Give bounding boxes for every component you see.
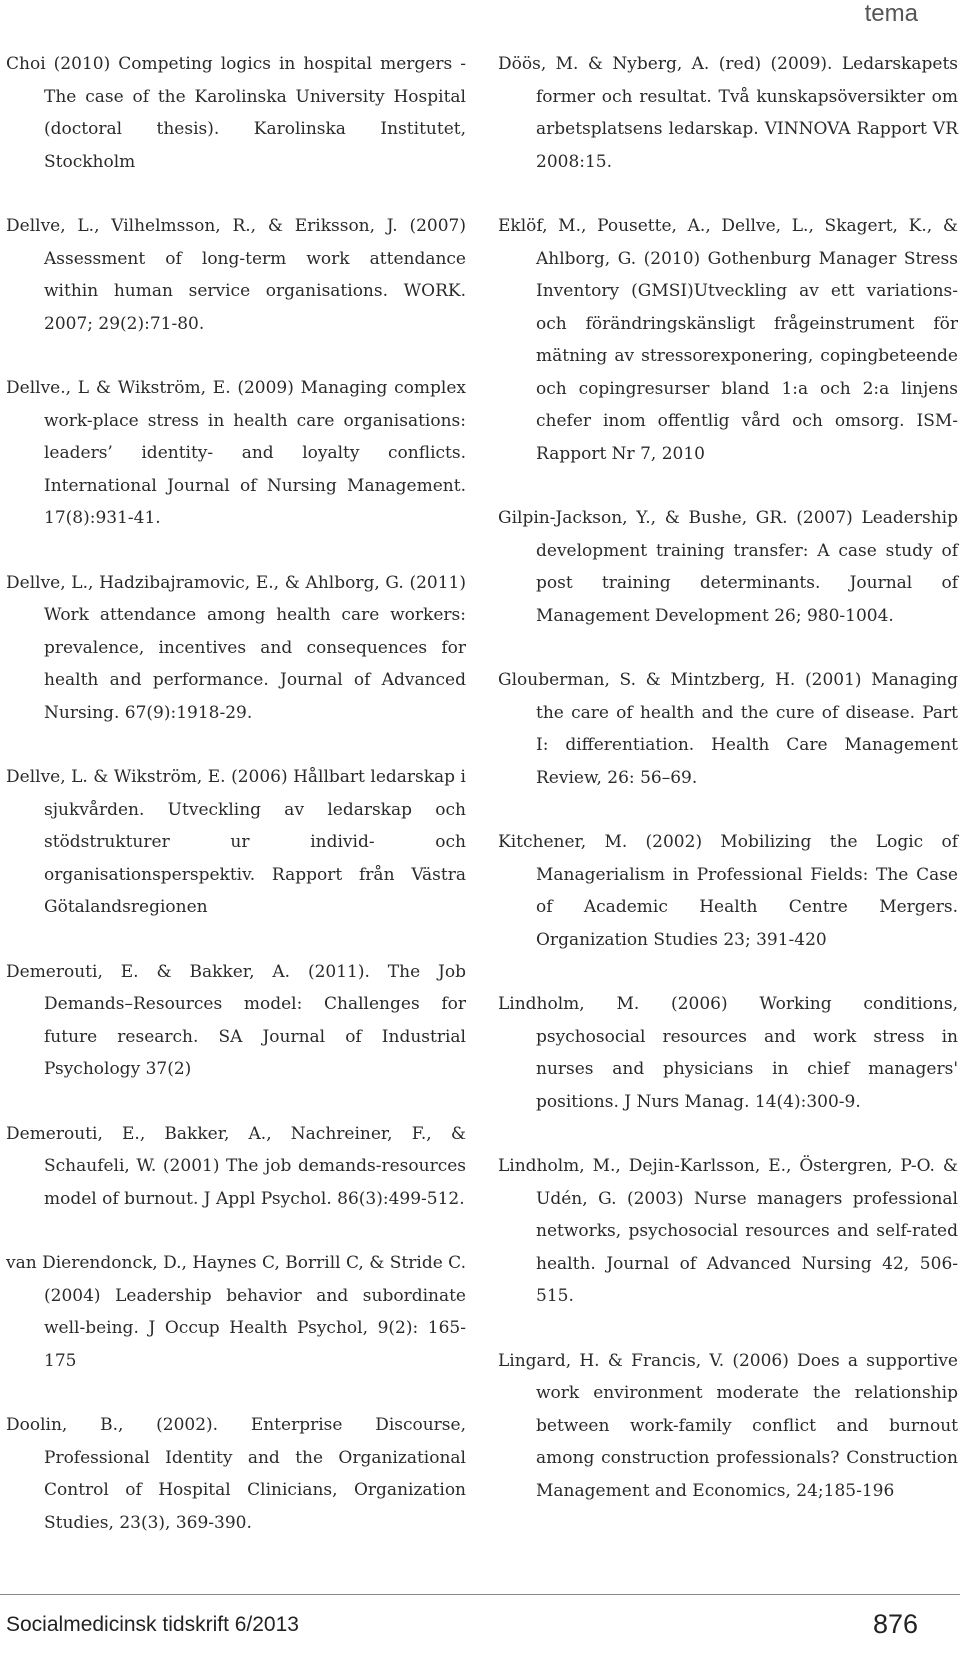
reference-entry: Choi (2010) Competing logics in hospital mergers - The case of the Karolinska University Hospital (doctoral thesis). Karolinska Institutet, Stockholm	[6, 54, 466, 172]
reference-entry: van Dierendonck, D., Haynes C, Borrill C, & Stride C. (2004) Leadership behavior and subordinate well-being. J Occup Health Psychol, 9(2): 165-175	[6, 1253, 466, 1371]
reference-entry: Dellve., L & Wikström, E. (2009) Managing complex work-place stress in health care organisations: leaders’ identity- and loyalty conflicts. International Journal of Nursing Management. 17(8):931-41.	[6, 378, 466, 528]
reference-entry: Dellve, L., Hadzibajramovic, E., & Ahlborg, G. (2011) Work attendance among health care workers: prevalence, incentives and consequences for health and performance. Journal of Advanced Nursing. 67(9):1918-29.	[6, 572, 466, 723]
reference-entry: Döös, M. & Nyberg, A. (red) (2009). Ledarskapets former och resultat. Två kunskapsöversikter om arbetsplatsens ledarskap. VINNOVA Rapport VR 2008:15.	[498, 54, 958, 172]
references-left-column	[6, 48, 466, 1571]
reference-entry: Lindholm, M., Dejin-Karlsson, E., Östergren, P-O. & Udén, G. (2003) Nurse managers professional networks, psychosocial resources and self-rated health. Journal of Advanced Nursing 42, 506-515.	[498, 1156, 958, 1306]
references-right-column	[498, 48, 958, 1539]
page-number: 876	[872, 1609, 918, 1639]
reference-entry: Dellve, L. & Wikström, E. (2006) Hållbart ledarskap i sjukvården. Utveckling av ledarskap och stödstrukturer ur individ- och organisationsperspektiv. Rapport från Västra Götalandsregionen	[6, 767, 466, 917]
reference-entry: Doolin, B., (2002). Enterprise Discourse, Professional Identity and the Organizational Control of Hospital Clinicians, Organization Studies, 23(3), 369-390.	[6, 1415, 466, 1533]
reference-entry: Demerouti, E. & Bakker, A. (2011). The Job Demands–Resources model: Challenges for future research. SA Journal of Industrial Psychology 37(2)	[6, 961, 466, 1079]
reference-entry: Gilpin-Jackson, Y., & Bushe, GR. (2007) Leadership development training transfer: A case study of post training determinants. Journal of Management Development 26; 980-1004.	[498, 508, 958, 626]
reference-entry: Demerouti, E., Bakker, A., Nachreiner, F., & Schaufeli, W. (2001) The job demands-resources model of burnout. J Appl Psychol. 86(3):499-512.	[6, 1123, 466, 1209]
reference-entry: Eklöf, M., Pousette, A., Dellve, L., Skagert, K., & Ahlborg, G. (2010) Gothenburg Manager Stress Inventory (GMSI)Utveckling av ett variations- och förändringskänsligt frågeinstrument för mätning av stressorexponering, copingbeteende och copingresurser bland 1:a och 2:a linjens chefer inom offentlig vård och omsorg. ISM-Rapport Nr 7, 2010	[498, 216, 958, 464]
reference-entry: Dellve, L., Vilhelmsson, R., & Eriksson, J. (2007) Assessment of long-term work attendance within human service organisations. WORK. 2007; 29(2):71-80.	[6, 216, 466, 334]
reference-entry: Lindholm, M. (2006) Working conditions, psychosocial resources and work stress in nurses and physicians in chief managers' positions. J Nurs Manag. 14(4):300-9.	[498, 994, 958, 1112]
page-footer	[0, 1594, 960, 1653]
section-tag: tema	[864, 0, 918, 27]
reference-entry: Glouberman, S. & Mintzberg, H. (2001) Managing the care of health and the cure of disease. Part I: differentiation. Health Care Management Review, 26: 56–69.	[498, 670, 958, 788]
reference-entry: Kitchener, M. (2002) Mobilizing the Logic of Managerialism in Professional Fields: The Case of Academic Health Centre Mergers. Organization Studies 23; 391-420	[498, 832, 958, 950]
journal-title: Socialmedicinsk tidskrift 6/2013	[6, 1613, 299, 1636]
reference-entry: Lingard, H. & Francis, V. (2006) Does a supportive work environment moderate the relationship between work-family conflict and burnout among construction professionals? Construction Management and Economics, 24;185-196	[498, 1350, 958, 1501]
